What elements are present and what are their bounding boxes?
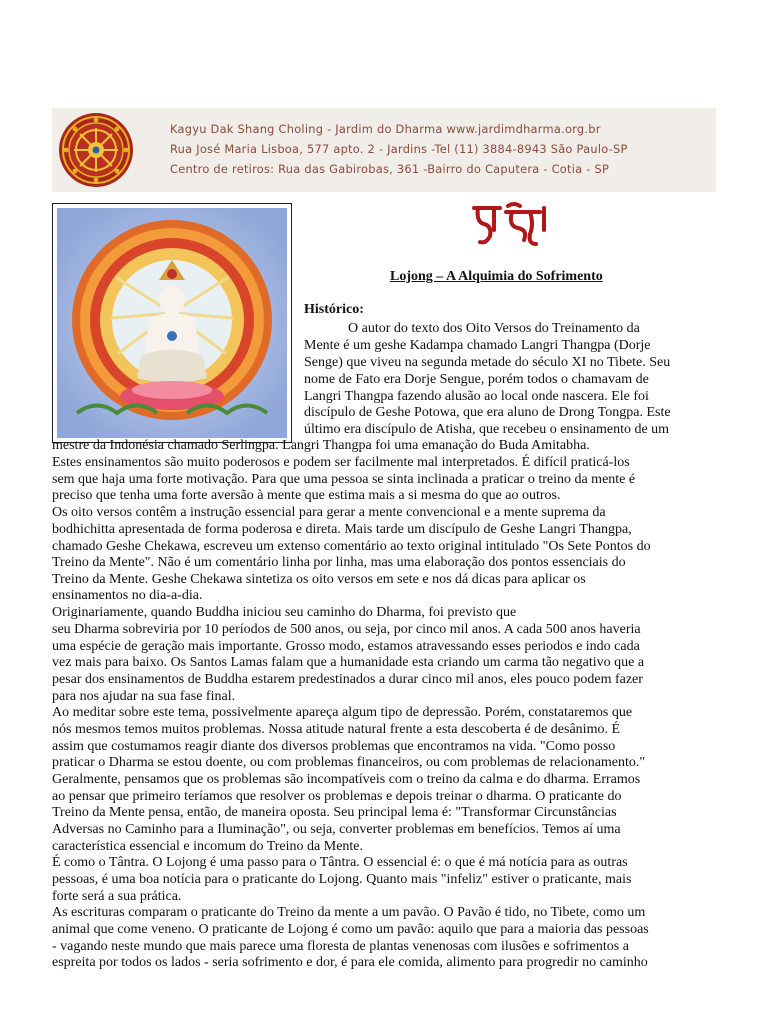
body-line: forte será a sua prática. — [52, 889, 182, 904]
body-line: nós mesmos temos muitos problemas. Nossa atitude natural frente a esta descoberta é de desânimo. É — [52, 722, 621, 737]
body-line: Os oito versos contêm a instrução essencial para gerar a mente convencional e a mente suprema da — [52, 505, 606, 520]
body-line: Ao meditar sobre este tema, possivelmente apareça algum tipo de depressão. Porém, constataremos que — [52, 705, 633, 720]
body-line: Langri Thangpa fazendo alusão ao local onde nascera. Ele foi — [304, 389, 649, 404]
body-line: O autor do texto dos Oito Versos do Treinamento da — [348, 321, 640, 336]
header-line-retreat: Centro de retiros: Rua das Gabirobas, 361 -Bairro do Caputera - Cotia - SP — [170, 162, 610, 176]
header-line-address: Rua José Maria Lisboa, 577 apto. 2 - Jardins -Tel (11) 3884-8943 São Paulo-SP — [170, 142, 628, 156]
body-line: chamado Geshe Chekawa, escreveu um extenso comentário ao texto original intitulado "Os Sete Pontos do — [52, 539, 651, 554]
body-line: Geralmente, pensamos que os problemas são incompatíveis com o treino da calma e do dharma. Erramos — [52, 772, 641, 787]
chenrezig-thangka-image — [52, 203, 292, 443]
body-line: É como o Tântra. O Lojong é uma passo para o Tântra. O essencial é: o que é má notícia para as outras — [52, 855, 628, 870]
body-line: seu Dharma sobreviria por 10 períodos de 500 anos, ou seja, por cinco mil anos. A cada 500 anos haveria — [52, 622, 641, 637]
body-line: assim que costumamos reagir diante dos diversos problemas que encontramos na vida. "Como posso — [52, 739, 616, 754]
body-line: pessoas, é uma boa notícia para o praticante do Lojong. Quanto mais "infeliz" estiver o praticante, mais — [52, 872, 632, 887]
body-line: Treino da Mente. Geshe Chekawa sintetiza os oito versos em sete e nos dá dicas para aplicar os — [52, 572, 586, 587]
body-line: uma espécie de geração mais importante. Grosso modo, estamos atravessando esses periodos e indo cada — [52, 639, 640, 654]
body-line: Senge) que viveu na segunda metade do século XI no Tibete. Seu — [304, 355, 671, 370]
body-line: preciso que tenha uma forte aversão à mente que estima mais a si mesma do que ao outros. — [52, 488, 561, 503]
body-line: para nos ajudar na sua fase final. — [52, 689, 236, 704]
document-title: Lojong – A Alquimia do Sofrimento — [390, 269, 603, 284]
body-line: - vagando neste mundo que mais parece uma floresta de plantas venenosas com ilusões e sofrimentos a — [52, 939, 629, 954]
header-line-org: Kagyu Dak Shang Choling - Jardim do Dharma www.jardimdharma.org.br — [170, 122, 601, 136]
body-line: característica essencial e incomum do Treino da Mente. — [52, 839, 364, 854]
lojong-tibetan-script — [470, 200, 550, 248]
body-line: ensinamentos no dia-a-dia. — [52, 588, 203, 603]
body-line: Mente é um geshe Kadampa chamado Langri Thangpa (Dorje — [304, 338, 651, 353]
dharma-wheel-seal-icon — [58, 112, 134, 188]
header-text — [170, 119, 710, 179]
body-line: pesar dos ensinamentos de Buddha estarem predestinados a durar cinco mil anos, eles pouco podem fazer — [52, 672, 643, 687]
body-line: As escrituras comparam o praticante do Treino da mente a um pavão. O Pavão é tido, no Tibete, como um — [52, 905, 646, 920]
body-line: Treino da Mente pensa, então, de maneira oposta. Seu principal lema é: "Transformar Circunstâncias — [52, 805, 617, 820]
body-line: Adversas no Caminho para a Iluminação", ou seja, converter problemas em benefícios. Temos aí uma — [52, 822, 621, 837]
body-line: animal que come veneno. O praticante de Lojong é como um pavão: aquilo que para a maioria das pessoas — [52, 922, 649, 937]
body-line: Estes ensinamentos são muito poderosos e podem ser facilmente mal interpretados. É difícil praticá-los — [52, 455, 630, 470]
body-line: vez mais para baixo. Os Santos Lamas falam que a humanidade esta criando um carma tão negativo que a — [52, 655, 645, 670]
body-line: Originariamente, quando Buddha iniciou seu caminho do Dharma, foi previsto que — [52, 605, 517, 620]
body-line: espreita por todos os lados - seria sofrimento e dor, é para ele comida, alimento para progredir no caminho — [52, 955, 648, 970]
body-line: bodhichitta apresentada de forma poderosa e direta. Mais tarde um discípulo de Geshe Langri Thangpa, — [52, 522, 632, 537]
body-line: mestre da Indonésia chamado Serlingpa. Langri Thangpa foi uma emanação do Buda Amitabha. — [52, 438, 590, 453]
body-line: discípulo de Geshe Potowa, que era aluno de Drong Tongpa. Este — [304, 405, 671, 420]
body-line: sem que haja uma forte motivação. Para que uma pessoa se sinta inclinada a praticar o treino da mente é — [52, 472, 636, 487]
header-banner — [52, 108, 716, 192]
body-line: nome de Fato era Dorje Sengue, porém todos o chamavam de — [304, 372, 649, 387]
body-line: último era discípulo de Atisha, que recebeu o ensinamento de um — [304, 422, 670, 437]
body-line: praticar o Dharma se estou doente, ou com problemas financeiros, ou com problemas de relacionamento." — [52, 755, 646, 770]
body-line: Treino da Mente". Não é um comentário linha por linha, mas uma elaboração dos pontos essenciais do — [52, 555, 626, 570]
body-line: ao pensar que primeiro teríamos que resolver os problemas e depois treinar o dharma. O praticante do — [52, 789, 622, 804]
section-heading: Histórico: — [304, 302, 364, 317]
